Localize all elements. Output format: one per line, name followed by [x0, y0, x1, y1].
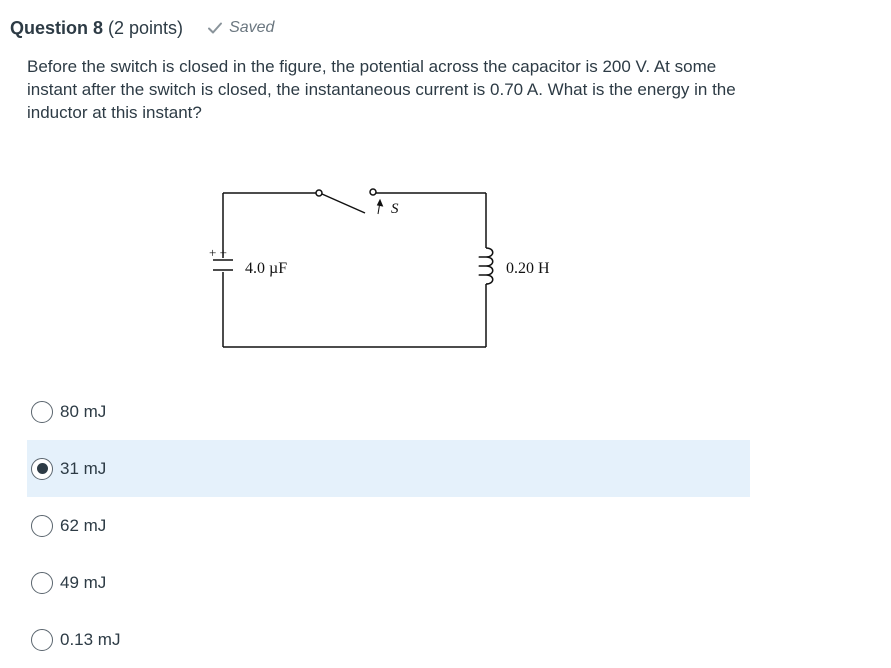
check-icon — [207, 21, 223, 35]
radio-button[interactable] — [31, 458, 53, 480]
saved-status — [207, 19, 274, 37]
answer-options — [27, 383, 750, 668]
question-header — [10, 16, 274, 40]
capacitor-label: 4.0 µF — [245, 260, 288, 277]
question-points: (2 points) — [108, 17, 184, 38]
answer-label: 0.13 mJ — [60, 629, 121, 649]
capacitor-signs: + + — [209, 245, 227, 260]
inductor-label: 0.20 H — [506, 260, 550, 277]
answer-option-2[interactable] — [27, 440, 750, 497]
question-title: Question 8 — [10, 17, 104, 38]
answer-option-1[interactable] — [27, 383, 750, 440]
answer-label: 49 mJ — [60, 572, 107, 592]
question-text: Before the switch is closed in the figure, the potential across the capacitor is 200 V. At some instant after the switch is closed, the instantaneous current is 0.70 A. What is the energy in the inductor at this instant? — [27, 57, 736, 122]
answer-label: 80 mJ — [60, 401, 107, 421]
answer-option-4[interactable] — [27, 554, 750, 611]
radio-button[interactable] — [31, 515, 53, 537]
answer-label: 62 mJ — [60, 515, 107, 535]
switch-label: S — [391, 201, 399, 217]
answer-option-3[interactable] — [27, 497, 750, 554]
radio-dot-icon — [37, 463, 48, 474]
answer-option-5[interactable] — [27, 611, 750, 668]
radio-button[interactable] — [31, 629, 53, 651]
radio-button[interactable] — [31, 572, 53, 594]
circuit-figure — [195, 180, 575, 365]
answer-label: 31 mJ — [60, 458, 107, 478]
saved-status-text: Saved — [229, 19, 275, 36]
radio-button[interactable] — [31, 401, 53, 423]
